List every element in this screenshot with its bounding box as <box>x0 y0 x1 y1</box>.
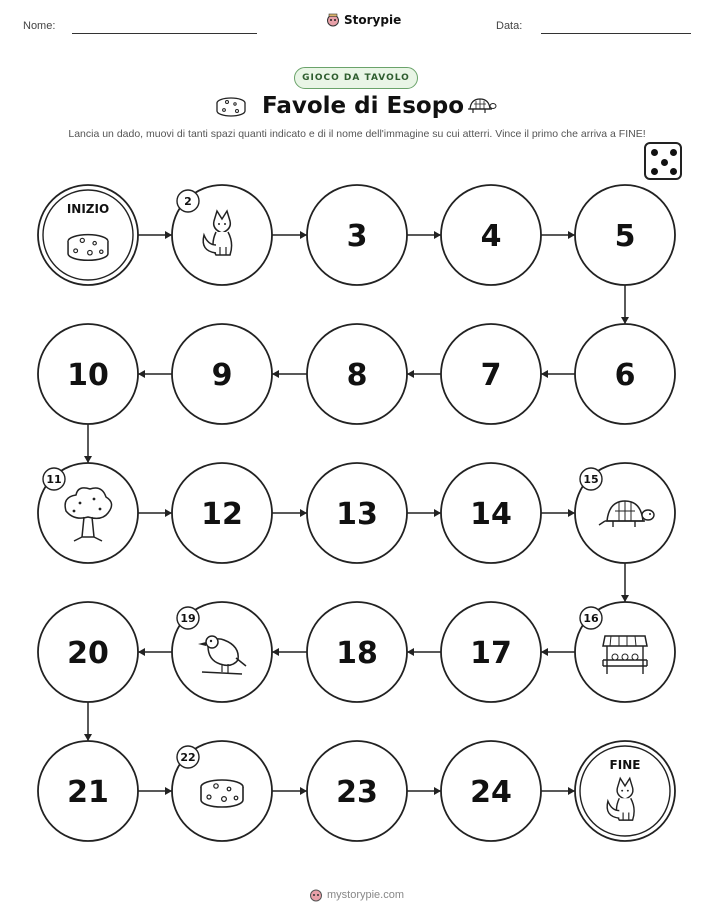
category-badge: GIOCO DA TAVOLO <box>294 67 418 89</box>
space-number: 24 <box>470 775 512 810</box>
board-space-21 <box>38 741 138 841</box>
space-number: 14 <box>470 497 512 532</box>
storypie-mascot-icon <box>309 888 323 902</box>
arrow-head-icon <box>272 648 279 656</box>
arrow-head-icon <box>165 231 172 239</box>
arrow-head-icon <box>568 231 575 239</box>
name-label: Nome: <box>23 20 56 32</box>
space-number: 8 <box>346 358 368 393</box>
board-space-10 <box>38 324 138 424</box>
arrow-head-icon <box>165 509 172 517</box>
space-number-badge: 19 <box>180 612 196 625</box>
finish-label: FINE <box>609 758 641 772</box>
space-number: 20 <box>67 636 109 671</box>
arrow-head-icon <box>541 648 548 656</box>
board-space-23 <box>307 741 407 841</box>
space-number: 23 <box>336 775 378 810</box>
board-space-8 <box>307 324 407 424</box>
arrow-head-icon <box>568 509 575 517</box>
space-number-badge: 11 <box>46 473 62 486</box>
space-number: 12 <box>201 497 243 532</box>
board-space-9 <box>172 324 272 424</box>
arrow-head-icon <box>300 787 307 795</box>
space-number: 18 <box>336 636 378 671</box>
cheese-icon <box>201 780 243 807</box>
arrow-head-icon <box>568 787 575 795</box>
cheese-icon <box>68 235 108 261</box>
space-number: 9 <box>211 358 233 393</box>
space-number: 13 <box>336 497 378 532</box>
board-space-6 <box>575 324 675 424</box>
board-space-4 <box>441 185 541 285</box>
arrow-head-icon <box>138 648 145 656</box>
arrow-head-icon <box>300 509 307 517</box>
arrow-head-icon <box>621 317 629 324</box>
board-space-14 <box>441 463 541 563</box>
space-number: 4 <box>480 219 502 254</box>
board-space-16 <box>575 602 675 702</box>
arrow-head-icon <box>84 734 92 741</box>
board-space-13 <box>307 463 407 563</box>
space-number: 17 <box>470 636 512 671</box>
arrow-head-icon <box>138 370 145 378</box>
start-label: INIZIO <box>66 202 110 216</box>
board-space-17 <box>441 602 541 702</box>
board-space-20 <box>38 602 138 702</box>
space-number-badge: 22 <box>180 751 196 764</box>
arrow-head-icon <box>165 787 172 795</box>
footer <box>309 888 404 902</box>
board-space-3 <box>307 185 407 285</box>
space-number-badge: 15 <box>583 473 599 486</box>
arrow-head-icon <box>407 648 414 656</box>
board-space-7 <box>441 324 541 424</box>
arrow-head-icon <box>300 231 307 239</box>
arrow-head-icon <box>272 370 279 378</box>
brand-name: Storypie <box>344 13 402 27</box>
arrow-head-icon <box>434 509 441 517</box>
space-number: 5 <box>614 219 636 254</box>
date-label: Data: <box>496 20 523 32</box>
arrow-head-icon <box>541 370 548 378</box>
board-space-12 <box>172 463 272 563</box>
footer-url: mystorypie.com <box>327 889 405 901</box>
space-number: 7 <box>480 358 502 393</box>
board-space-24 <box>441 741 541 841</box>
arrow-head-icon <box>434 231 441 239</box>
space-number-badge: 16 <box>583 612 599 625</box>
arrow-head-icon <box>434 787 441 795</box>
arrow-head-icon <box>84 456 92 463</box>
space-number-badge: 2 <box>184 195 192 208</box>
instructions: Lancia un dado, muovi di tanti spazi quanti indicato e di il nome dell'immagine su cui atterri. Vince il primo che arriva a FINE! <box>68 128 646 140</box>
board-space-18 <box>307 602 407 702</box>
space-number: 10 <box>67 358 109 393</box>
page-title: Favole di Esopo <box>262 93 464 119</box>
board-space-5 <box>575 185 675 285</box>
space-number: 3 <box>346 219 368 254</box>
arrow-head-icon <box>407 370 414 378</box>
space-number: 21 <box>67 775 109 810</box>
arrow-head-icon <box>621 595 629 602</box>
space-number: 6 <box>614 358 636 393</box>
